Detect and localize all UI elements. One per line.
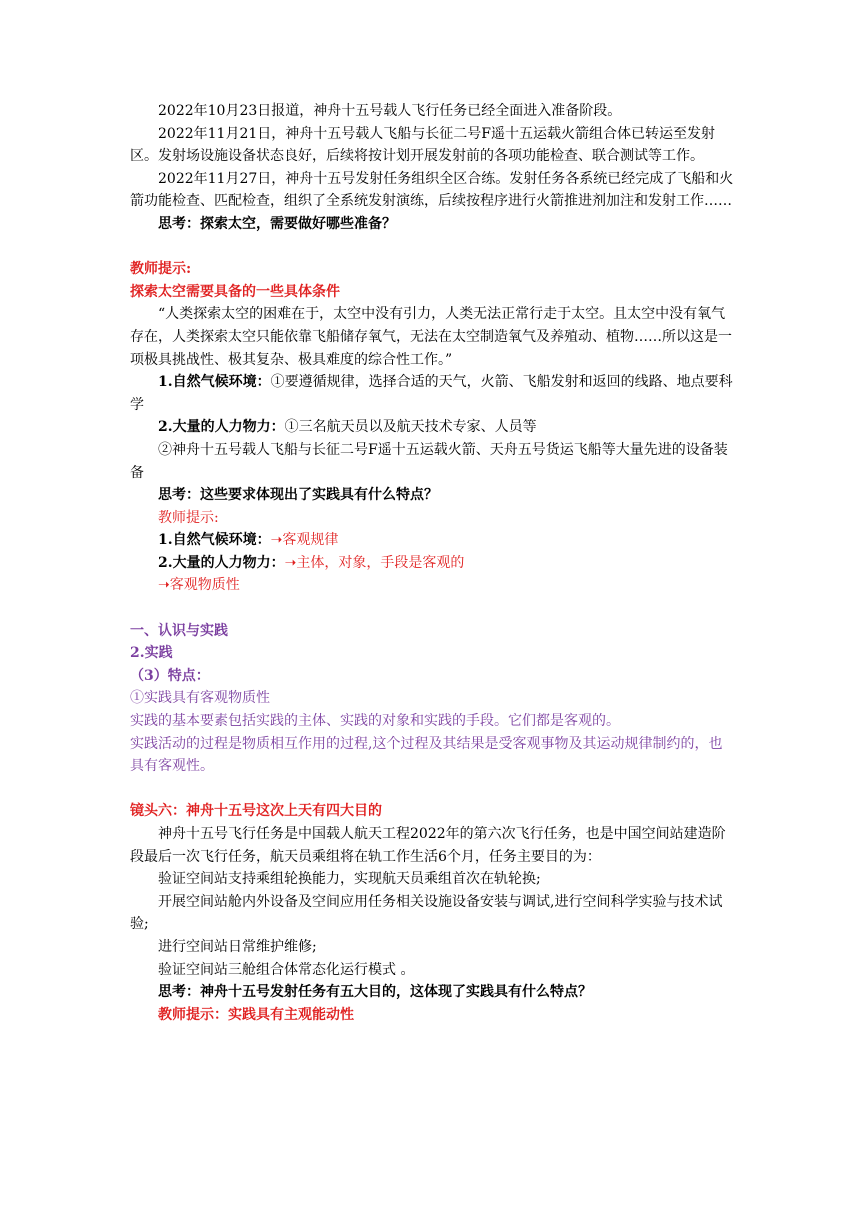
condition-item-2-detail: ②神舟十五号载人飞船与长征二号F遥十五运载火箭、天舟五号货运飞船等大量先进的设备装备 bbox=[130, 441, 728, 481]
goal-item-1: 验证空间站支持乘组轮换能力，实现航天员乘组首次在轨轮换; bbox=[158, 871, 541, 888]
teacher-hint-3: 教师提示：实践具有主观能动性 bbox=[158, 1006, 354, 1023]
news-paragraph-1: 2022年10月23日报道，神舟十五号载人飞行任务已经全面进入准备阶段。 bbox=[158, 103, 622, 119]
news-paragraph-3: 2022年11月27日，神舟十五号发射任务组织全区合练。发射任务各系统已经完成了飞船和火箭功能检查、匹配检查，组织了全系统发射演练，后续按程序进行火箭推进剂加注和发射工作…… bbox=[130, 170, 734, 210]
goal-item-3: 进行空间站日常维护维修; bbox=[158, 938, 317, 955]
think-question-3: 思考：神舟十五号发射任务有五大目的，这体现了实践具有什么特点？ bbox=[158, 984, 592, 1001]
think-question-1: 思考：探索太空，需要做好哪些准备？ bbox=[158, 215, 396, 232]
goal-item-4: 验证空间站三舱组合体常态化运行模式 。 bbox=[158, 961, 415, 978]
goal-item-2: 开展空间站舱内外设备及空间应用任务相关设施设备安装与调试,进行空间科学实验与技术试验; bbox=[130, 893, 723, 933]
condition-item-1-label: 1.自然气候环境： bbox=[158, 374, 271, 391]
condition-item-2 bbox=[130, 416, 736, 439]
condition-item-1 bbox=[130, 371, 736, 416]
condition-item-2-label: 2.大量的人力物力： bbox=[158, 419, 285, 436]
condition-item-1-text: ①要遵循规律，选择合适的天气，火箭、飞船发射和返回的线路、地点要科学 bbox=[130, 374, 733, 413]
practice-text-2: 实践活动的过程是物质相互作用的过程,这个过程及其结果是受客观事物及其运动规律制约的，也具有客观性。 bbox=[130, 735, 723, 775]
document-body bbox=[130, 100, 736, 1026]
scene-six-intro: 神舟十五号飞行任务是中国载人航天工程2022年的第六次飞行任务，也是中国空间站建造阶段最后一次飞行任务，航天员乘组将在轨工作生活6个月，任务主要目的为： bbox=[130, 826, 726, 865]
hint-row-2-label: 2.大量的人力物力： bbox=[158, 554, 285, 571]
hint-row-1 bbox=[130, 529, 736, 552]
practice-text-1: 实践的基本要素包括实践的主体、实践的对象和实践的手段。它们都是客观的。 bbox=[130, 713, 620, 730]
teacher-hint-title: 探索太空需要具备的一些具体条件 bbox=[130, 283, 340, 300]
scene-six-title: 镜头六：神舟十五号这次上天有四大目的 bbox=[130, 803, 382, 820]
hint-row-3-value: ➝客观物质性 bbox=[158, 577, 240, 594]
think-question-2: 思考：这些要求体现出了实践具有什么特点？ bbox=[158, 487, 438, 504]
hint-row-1-label: 1.自然气候环境： bbox=[158, 532, 271, 549]
teacher-hint-label: 教师提示: bbox=[130, 261, 192, 278]
condition-item-2-text: ①三名航天员以及航天技术专家、人员等 bbox=[284, 419, 537, 436]
news-paragraph-2: 2022年11月21日，神舟十五号载人飞船与长征二号F遥十五运载火箭组合体已转运至发射区。发射场设施设备状态良好，后续将按计划开展发射前的各项功能检查、联合测试等工作。 bbox=[130, 125, 715, 165]
practice-point: ①实践具有客观物质性 bbox=[130, 690, 270, 707]
teacher-hint-label-2: 教师提示: bbox=[158, 509, 219, 526]
section-heading-1: 一、认识与实践 bbox=[130, 622, 228, 639]
section-heading-2: 2.实践 bbox=[130, 645, 173, 662]
section-heading-3: （3）特点： bbox=[130, 667, 210, 684]
quote-paragraph: “人类探索太空的困难在于，太空中没有引力，人类无法正常行走于太空。且太空中没有氧气存在，人类探索太空只能依靠飞船储存氧气，无法在太空制造氧气及养殖动、植物……所以这是一项极具挑战性、极其复杂、极具难度的综合性工作。” bbox=[130, 306, 732, 368]
hint-row-2-value: ➝主体，对象，手段是客观的 bbox=[284, 554, 465, 571]
hint-row-1-value: ➝客观规律 bbox=[270, 532, 339, 549]
hint-row-2 bbox=[130, 552, 736, 575]
